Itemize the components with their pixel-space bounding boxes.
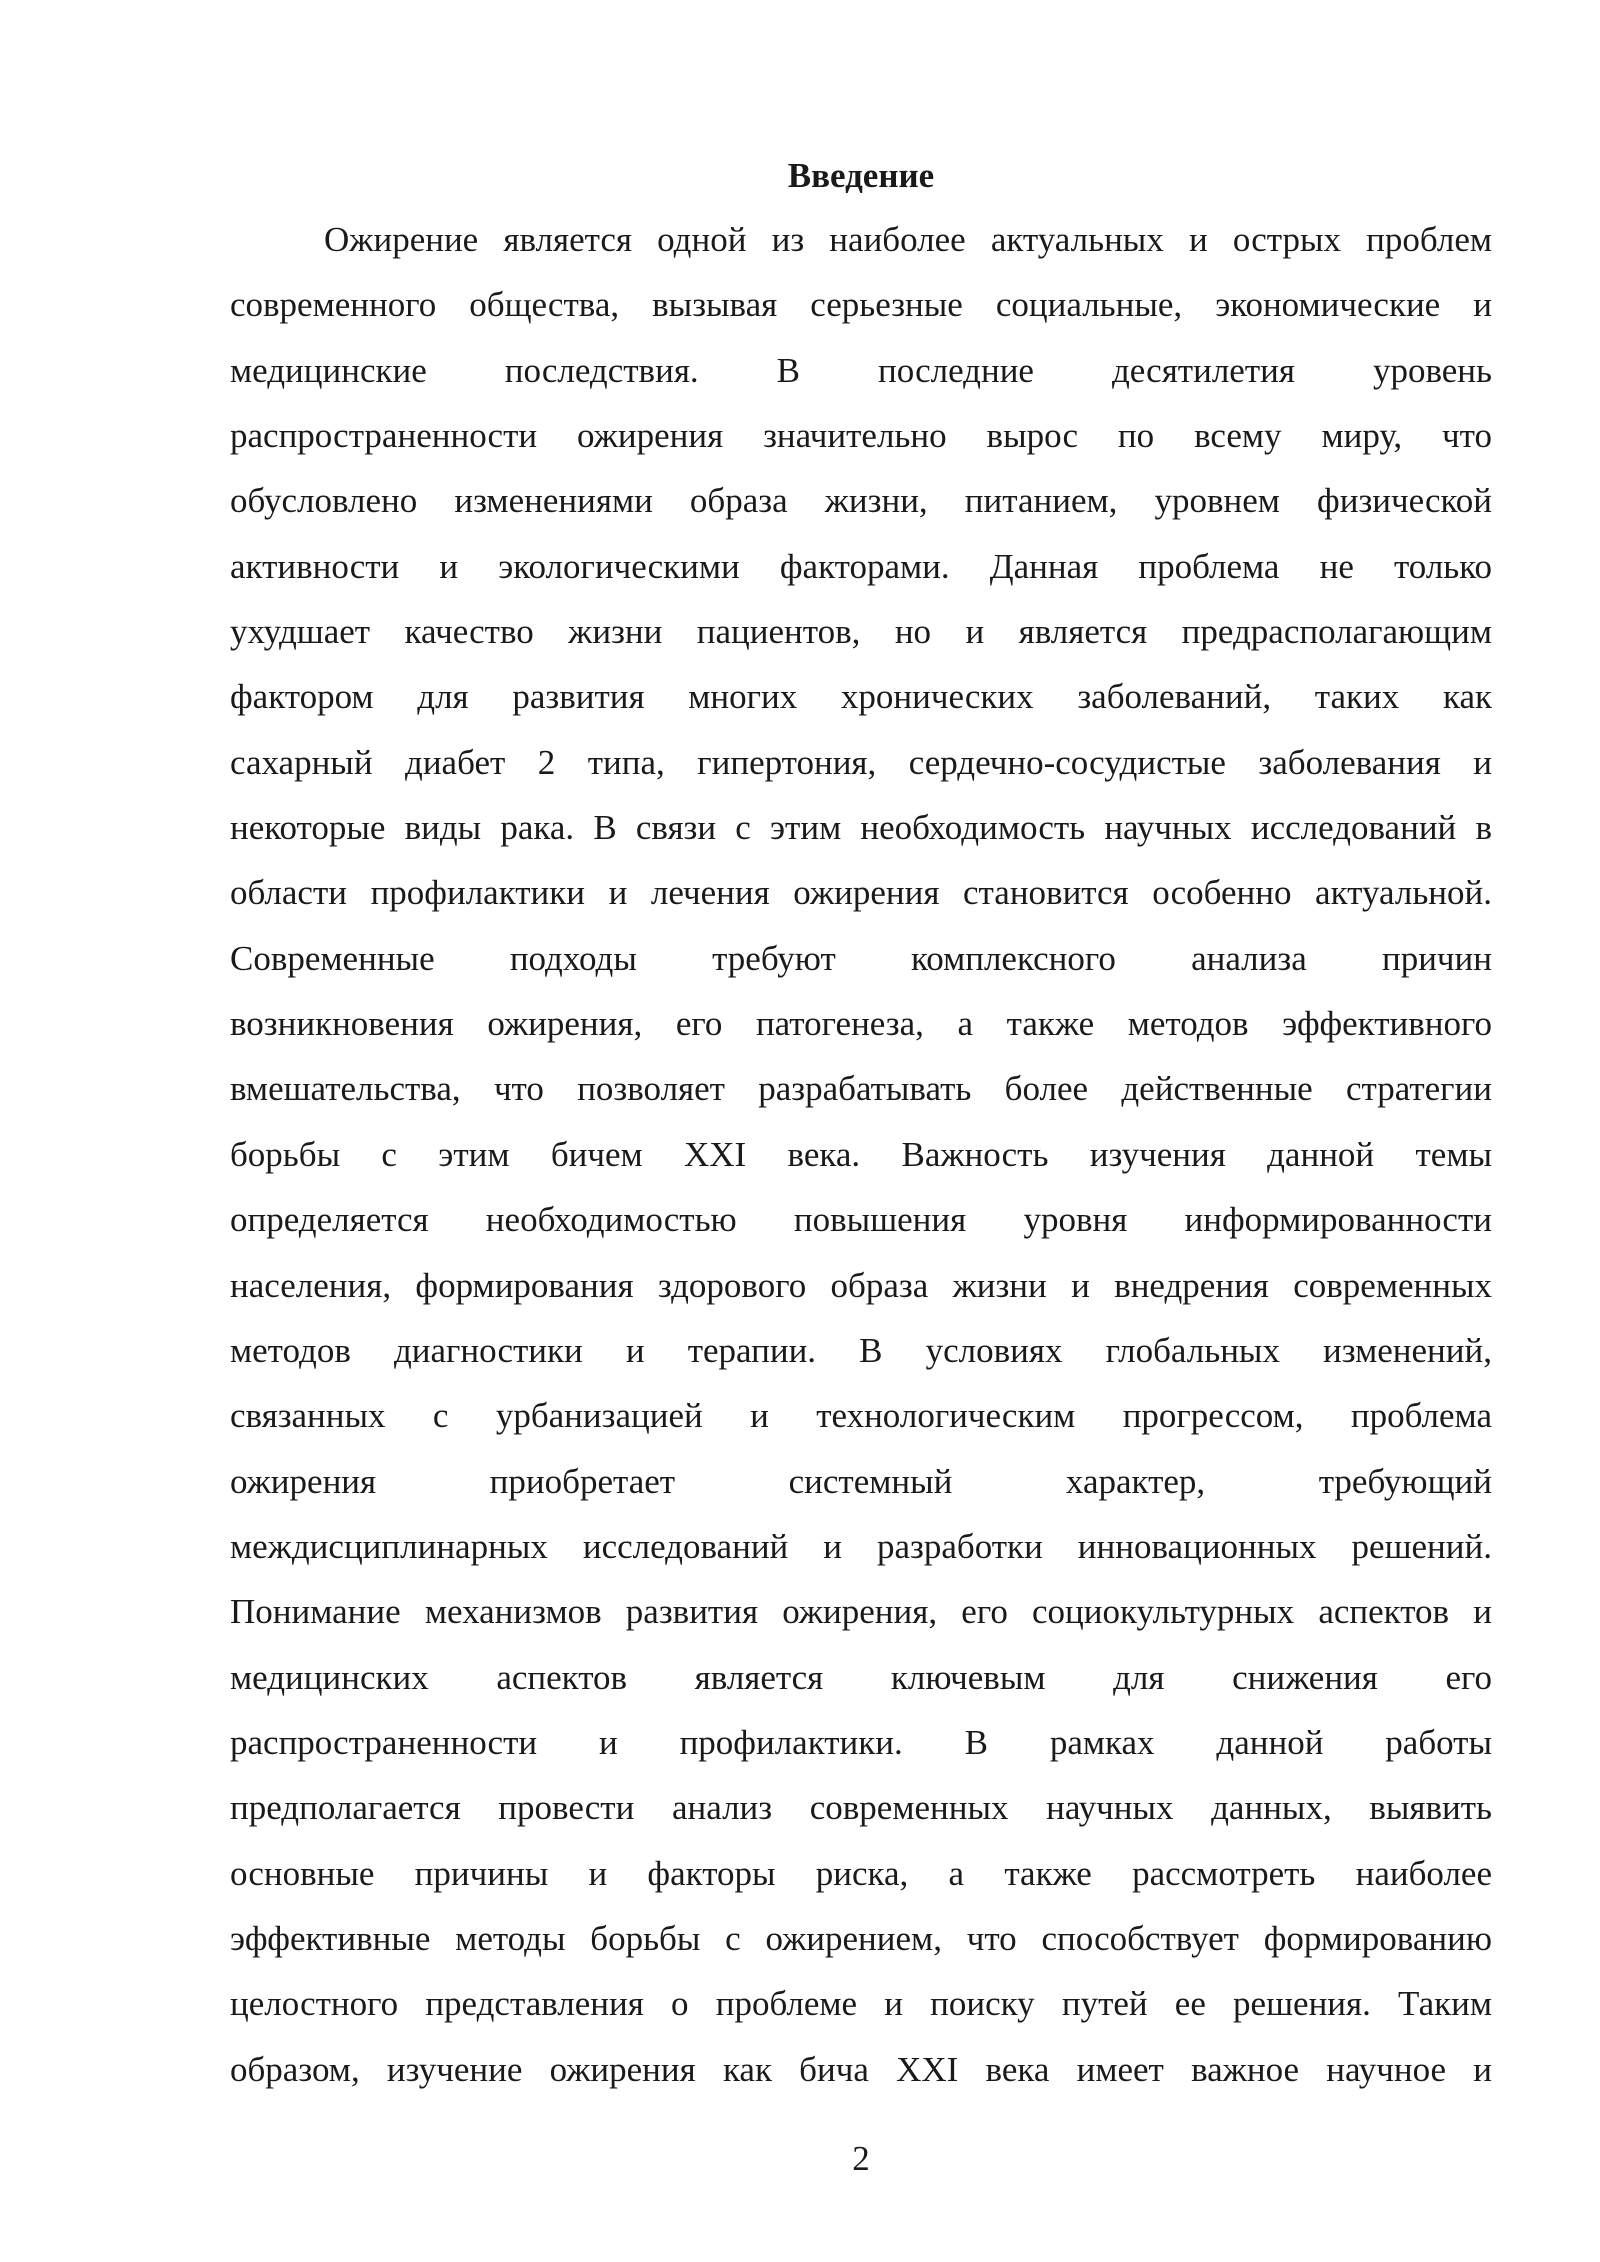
- text-line: возникновения ожирения, его патогенеза, а также методов эффективного: [230, 1004, 1492, 1044]
- text-line: определяется необходимостью повышения уровня информированности: [230, 1200, 1492, 1240]
- text-line: медицинские последствия. В последние десятилетия уровень: [230, 350, 1492, 390]
- text-line: междисциплинарных исследований и разработки инновационных решений.: [230, 1526, 1492, 1566]
- text-line: ухудшает качество жизни пациентов, но и является предрасполагающим: [230, 612, 1492, 652]
- text-line: медицинских аспектов является ключевым для снижения его: [230, 1657, 1492, 1697]
- text-line: сахарный диабет 2 типа, гипертония, сердечно-сосудистые заболевания и: [230, 742, 1492, 782]
- text-line: образом, изучение ожирения как бича XXI века имеет важное научное и: [230, 2049, 1492, 2089]
- text-line: некоторые виды рака. В связи с этим необходимость научных исследований в: [230, 808, 1492, 848]
- text-line: Понимание механизмов развития ожирения, его социокультурных аспектов и: [230, 1592, 1492, 1632]
- text-line: предполагается провести анализ современных научных данных, выявить: [230, 1788, 1492, 1828]
- text-line: активности и экологическими факторами. Данная проблема не только: [230, 546, 1492, 586]
- section-title: Введение: [787, 156, 935, 195]
- text-line: области профилактики и лечения ожирения становится особенно актуальной.: [230, 873, 1492, 913]
- text-line: борьбы с этим бичем XXI века. Важность изучения данной темы: [230, 1134, 1492, 1174]
- text-line: целостного представления о проблеме и поиску путей ее решения. Таким: [230, 1984, 1492, 2024]
- text-line: населения, формирования здорового образа жизни и внедрения современных: [230, 1265, 1492, 1305]
- text-line: Современные подходы требуют комплексного анализа причин: [230, 938, 1492, 978]
- text-line: фактором для развития многих хронических заболеваний, таких как: [230, 677, 1492, 717]
- text-line: распространенности ожирения значительно вырос по всему миру, что: [230, 416, 1492, 456]
- body-paragraph: [230, 212, 1492, 2107]
- text-line: Ожирение является одной из наиболее актуальных и острых проблем: [324, 220, 1492, 259]
- text-line: методов диагностики и терапии. В условиях глобальных изменений,: [230, 1330, 1492, 1370]
- text-line: обусловлено изменениями образа жизни, питанием, уровнем физической: [230, 481, 1492, 521]
- text-line: вмешательства, что позволяет разрабатывать более действенные стратегии: [230, 1069, 1492, 1109]
- text-line: распространенности и профилактики. В рамках данной работы: [230, 1722, 1492, 1762]
- text-line: ожирения приобретает системный характер, требующий: [230, 1461, 1492, 1501]
- text-line: современного общества, вызывая серьезные социальные, экономические и: [230, 285, 1492, 325]
- text-line: связанных с урбанизацией и технологическим прогрессом, проблема: [230, 1396, 1492, 1436]
- page-number: 2: [852, 2139, 870, 2178]
- text-line: эффективные методы борьбы с ожирением, что способствует формированию: [230, 1918, 1492, 1958]
- text-line: основные причины и факторы риска, а также рассмотреть наиболее: [230, 1853, 1492, 1893]
